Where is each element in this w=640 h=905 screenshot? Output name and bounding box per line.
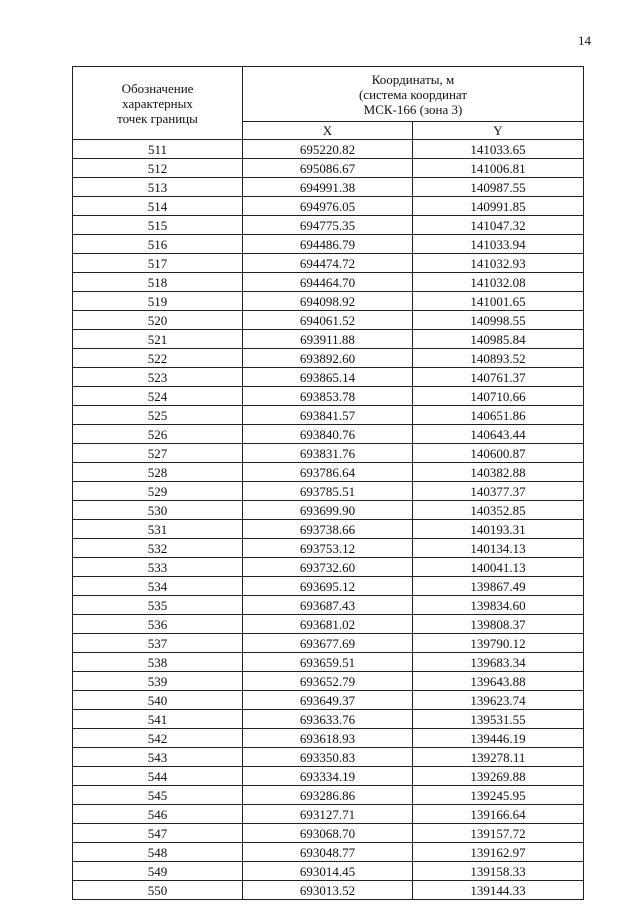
table-row	[73, 387, 584, 406]
point-cell: 518	[73, 273, 243, 292]
x-coordinate-cell: 693014.45	[243, 862, 413, 881]
point-cell: 526	[73, 425, 243, 444]
y-coordinate-cell: 139790.12	[413, 634, 584, 653]
point-cell: 521	[73, 330, 243, 349]
x-coordinate-cell: 693687.43	[243, 596, 413, 615]
table-row	[73, 349, 584, 368]
x-coordinate-cell: 693048.77	[243, 843, 413, 862]
point-cell: 517	[73, 254, 243, 273]
point-cell: 536	[73, 615, 243, 634]
y-coordinate-cell: 140193.31	[413, 520, 584, 539]
table-row	[73, 843, 584, 862]
coords-header-line: МСК-166 (зона 3)	[363, 101, 463, 117]
y-coordinate-cell: 139446.19	[413, 729, 584, 748]
coordinates-table-body	[73, 140, 584, 900]
point-cell: 549	[73, 862, 243, 881]
point-cell: 534	[73, 577, 243, 596]
table-row	[73, 748, 584, 767]
x-coordinate-cell: 694486.79	[243, 235, 413, 254]
table-row	[73, 881, 584, 900]
point-cell: 535	[73, 596, 243, 615]
point-cell: 548	[73, 843, 243, 862]
x-coordinate-cell: 693649.37	[243, 691, 413, 710]
y-coordinate-cell: 140991.85	[413, 197, 584, 216]
x-coordinate-cell: 693677.69	[243, 634, 413, 653]
y-coordinate-cell: 141001.65	[413, 292, 584, 311]
x-coordinate-cell: 693334.19	[243, 767, 413, 786]
x-column-header: X	[243, 122, 413, 140]
x-coordinate-cell: 694464.70	[243, 273, 413, 292]
x-coordinate-cell: 693350.83	[243, 748, 413, 767]
table-row	[73, 159, 584, 178]
point-cell: 516	[73, 235, 243, 254]
x-coordinate-cell: 693286.86	[243, 786, 413, 805]
table-row	[73, 824, 584, 843]
x-coordinate-cell: 693699.90	[243, 501, 413, 520]
y-coordinate-cell: 141047.32	[413, 216, 584, 235]
y-coordinate-cell: 141032.93	[413, 254, 584, 273]
table-row	[73, 463, 584, 482]
table-row	[73, 729, 584, 748]
x-coordinate-cell: 693013.52	[243, 881, 413, 900]
y-coordinate-cell: 139808.37	[413, 615, 584, 634]
point-cell: 519	[73, 292, 243, 311]
x-coordinate-cell: 693840.76	[243, 425, 413, 444]
y-coordinate-cell: 141032.08	[413, 273, 584, 292]
table-row	[73, 786, 584, 805]
y-coordinate-cell: 140761.37	[413, 368, 584, 387]
y-coordinate-cell: 140352.85	[413, 501, 584, 520]
table-row	[73, 520, 584, 539]
y-coordinate-cell: 139166.64	[413, 805, 584, 824]
y-coordinate-cell: 139531.55	[413, 710, 584, 729]
x-coordinate-cell: 693659.51	[243, 653, 413, 672]
coordinates-header	[243, 67, 584, 122]
x-coordinate-cell: 694991.38	[243, 178, 413, 197]
table-row	[73, 501, 584, 520]
point-cell: 531	[73, 520, 243, 539]
y-coordinate-cell: 140710.66	[413, 387, 584, 406]
point-header-line: точек границы	[117, 110, 198, 126]
table-row	[73, 482, 584, 501]
point-cell: 533	[73, 558, 243, 577]
point-cell: 540	[73, 691, 243, 710]
table-row	[73, 406, 584, 425]
x-coordinate-cell: 693865.14	[243, 368, 413, 387]
table-row	[73, 368, 584, 387]
x-coordinate-cell: 693841.57	[243, 406, 413, 425]
point-cell: 537	[73, 634, 243, 653]
point-cell: 512	[73, 159, 243, 178]
y-coordinate-cell: 140382.88	[413, 463, 584, 482]
x-coordinate-cell: 693681.02	[243, 615, 413, 634]
table-row	[73, 311, 584, 330]
x-coordinate-cell: 694098.92	[243, 292, 413, 311]
table-row	[73, 862, 584, 881]
x-coordinate-cell: 693753.12	[243, 539, 413, 558]
y-coordinate-cell: 139158.33	[413, 862, 584, 881]
point-cell: 529	[73, 482, 243, 501]
point-cell: 547	[73, 824, 243, 843]
table-row	[73, 558, 584, 577]
point-cell: 538	[73, 653, 243, 672]
x-coordinate-cell: 693068.70	[243, 824, 413, 843]
table-row	[73, 710, 584, 729]
table-row	[73, 178, 584, 197]
point-cell: 511	[73, 140, 243, 159]
y-column-header: Y	[413, 122, 584, 140]
x-coordinate-cell: 693831.76	[243, 444, 413, 463]
table-row	[73, 330, 584, 349]
x-coordinate-cell: 693732.60	[243, 558, 413, 577]
y-coordinate-cell: 141033.94	[413, 235, 584, 254]
point-cell: 545	[73, 786, 243, 805]
x-coordinate-cell: 693695.12	[243, 577, 413, 596]
coordinates-table	[72, 66, 584, 900]
point-cell: 546	[73, 805, 243, 824]
x-coordinate-cell: 693652.79	[243, 672, 413, 691]
x-coordinate-cell: 694775.35	[243, 216, 413, 235]
y-coordinate-cell: 139643.88	[413, 672, 584, 691]
y-coordinate-cell: 139157.72	[413, 824, 584, 843]
y-coordinate-cell: 139144.33	[413, 881, 584, 900]
x-coordinate-cell: 693786.64	[243, 463, 413, 482]
point-cell: 539	[73, 672, 243, 691]
table-row	[73, 444, 584, 463]
x-coordinate-cell: 693738.66	[243, 520, 413, 539]
y-coordinate-cell: 140643.44	[413, 425, 584, 444]
table-row	[73, 577, 584, 596]
y-coordinate-cell: 139683.34	[413, 653, 584, 672]
x-coordinate-cell: 693127.71	[243, 805, 413, 824]
table-row	[73, 634, 584, 653]
table-row	[73, 653, 584, 672]
table-row	[73, 539, 584, 558]
y-coordinate-cell: 139834.60	[413, 596, 584, 615]
x-coordinate-cell: 693618.93	[243, 729, 413, 748]
page-number: 14	[578, 33, 591, 48]
point-cell: 528	[73, 463, 243, 482]
y-coordinate-cell: 140600.87	[413, 444, 584, 463]
table-row	[73, 216, 584, 235]
point-cell: 543	[73, 748, 243, 767]
point-cell: 542	[73, 729, 243, 748]
point-cell: 514	[73, 197, 243, 216]
point-cell: 544	[73, 767, 243, 786]
table-row	[73, 273, 584, 292]
point-cell: 530	[73, 501, 243, 520]
point-designation-header	[73, 67, 243, 140]
table-row	[73, 197, 584, 216]
point-cell: 513	[73, 178, 243, 197]
point-cell: 541	[73, 710, 243, 729]
x-coordinate-cell: 693892.60	[243, 349, 413, 368]
x-coordinate-cell: 693911.88	[243, 330, 413, 349]
x-coordinate-cell: 694061.52	[243, 311, 413, 330]
y-coordinate-cell: 140985.84	[413, 330, 584, 349]
point-cell: 520	[73, 311, 243, 330]
table-row	[73, 292, 584, 311]
y-coordinate-cell: 141033.65	[413, 140, 584, 159]
x-coordinate-cell: 694976.05	[243, 197, 413, 216]
table-row	[73, 596, 584, 615]
point-cell: 523	[73, 368, 243, 387]
y-coordinate-cell: 140041.13	[413, 558, 584, 577]
point-header-line: характерных	[122, 95, 193, 111]
y-coordinate-cell: 139162.97	[413, 843, 584, 862]
table-row	[73, 235, 584, 254]
x-coordinate-cell: 693853.78	[243, 387, 413, 406]
y-coordinate-cell: 139278.11	[413, 748, 584, 767]
table-row	[73, 767, 584, 786]
y-coordinate-cell: 141006.81	[413, 159, 584, 178]
point-cell: 527	[73, 444, 243, 463]
table-row	[73, 805, 584, 824]
point-cell: 532	[73, 539, 243, 558]
y-coordinate-cell: 140998.55	[413, 311, 584, 330]
x-coordinate-cell: 694474.72	[243, 254, 413, 273]
table-row	[73, 672, 584, 691]
table-row	[73, 425, 584, 444]
y-coordinate-cell: 140893.52	[413, 349, 584, 368]
table-row	[73, 615, 584, 634]
point-cell: 524	[73, 387, 243, 406]
x-coordinate-cell: 693785.51	[243, 482, 413, 501]
y-coordinate-cell: 139245.95	[413, 786, 584, 805]
y-coordinate-cell: 139269.88	[413, 767, 584, 786]
table-row	[73, 140, 584, 159]
y-coordinate-cell: 139623.74	[413, 691, 584, 710]
table-row	[73, 691, 584, 710]
point-cell: 522	[73, 349, 243, 368]
table-row	[73, 254, 584, 273]
coords-header-line: (система координат	[358, 86, 468, 102]
y-coordinate-cell: 140987.55	[413, 178, 584, 197]
point-cell: 515	[73, 216, 243, 235]
x-coordinate-cell: 695220.82	[243, 140, 413, 159]
point-cell: 550	[73, 881, 243, 900]
point-header-line: Обозначение	[121, 80, 194, 96]
x-coordinate-cell: 693633.76	[243, 710, 413, 729]
coords-header-line: Координаты, м	[371, 71, 455, 87]
y-coordinate-cell: 140377.37	[413, 482, 584, 501]
y-coordinate-cell: 140134.13	[413, 539, 584, 558]
y-coordinate-cell: 139867.49	[413, 577, 584, 596]
y-coordinate-cell: 140651.86	[413, 406, 584, 425]
point-cell: 525	[73, 406, 243, 425]
x-coordinate-cell: 695086.67	[243, 159, 413, 178]
